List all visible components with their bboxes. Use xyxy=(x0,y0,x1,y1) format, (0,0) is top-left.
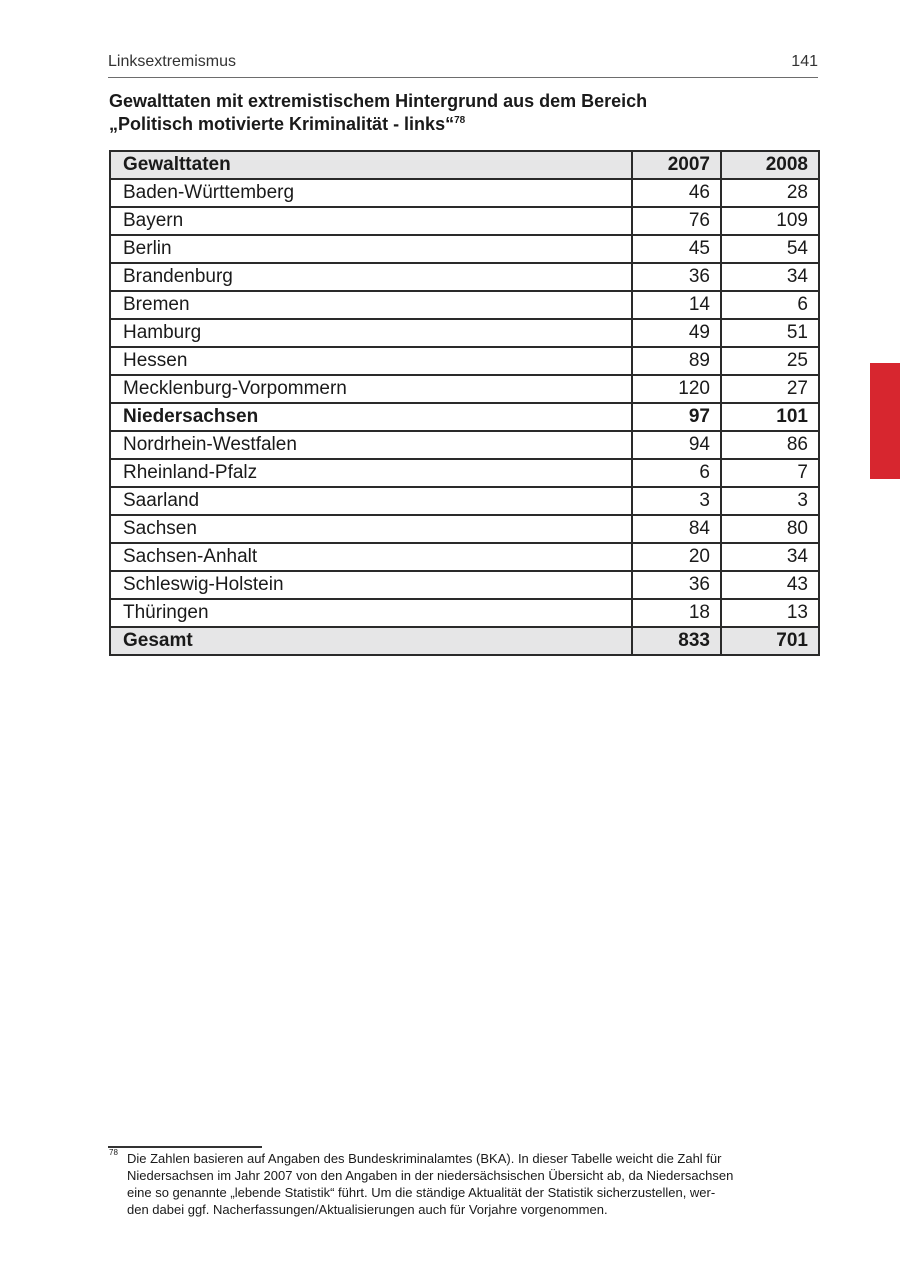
table-row xyxy=(110,347,819,375)
chapter-tab-marker xyxy=(870,363,900,479)
row-label: Rheinland-Pfalz xyxy=(110,459,632,487)
value-2008: 109 xyxy=(721,207,819,235)
table-row xyxy=(110,487,819,515)
table-row xyxy=(110,599,819,627)
value-2008: 3 xyxy=(721,487,819,515)
table-title-line-2-text: „Politisch motivierte Kriminalität - links“ xyxy=(109,114,455,134)
table-row xyxy=(110,291,819,319)
table-row xyxy=(110,263,819,291)
value-2007: 89 xyxy=(632,347,721,375)
table-row xyxy=(110,543,819,571)
page-number: 141 xyxy=(791,53,818,70)
table-row xyxy=(110,235,819,263)
table-row xyxy=(110,431,819,459)
value-2008: 28 xyxy=(721,179,819,207)
table-body xyxy=(110,179,819,655)
value-2008: 80 xyxy=(721,515,819,543)
table-total-row xyxy=(110,627,819,655)
violent-crimes-table xyxy=(109,150,820,656)
table-row xyxy=(110,403,819,431)
value-2007: 36 xyxy=(632,571,721,599)
value-2008: 43 xyxy=(721,571,819,599)
footnote-line: Niedersachsen im Jahr 2007 von den Angaben in der niedersächsischen Übersicht ab, da Niedersachsen xyxy=(127,1168,734,1183)
value-2007: 18 xyxy=(632,599,721,627)
value-2007: 3 xyxy=(632,487,721,515)
row-label: Sachsen-Anhalt xyxy=(110,543,632,571)
footnote-line: eine so genannte „lebende Statistik“ führt. Um die ständige Aktualität der Statistik sicherzustellen, wer- xyxy=(127,1185,716,1200)
row-label: Mecklenburg-Vorpommern xyxy=(110,375,632,403)
column-header-2007: 2007 xyxy=(632,151,721,179)
row-label: Hessen xyxy=(110,347,632,375)
value-2008: 54 xyxy=(721,235,819,263)
value-2008: 27 xyxy=(721,375,819,403)
column-header-2008: 2008 xyxy=(721,151,819,179)
footnote-reference: 78 xyxy=(454,115,466,126)
footnote-rule xyxy=(108,1146,262,1148)
table-row xyxy=(110,375,819,403)
value-2007: 833 xyxy=(632,627,721,655)
footnote xyxy=(108,1150,808,1218)
row-label: Sachsen xyxy=(110,515,632,543)
row-label: Hamburg xyxy=(110,319,632,347)
value-2007: 45 xyxy=(632,235,721,263)
value-2007: 6 xyxy=(632,459,721,487)
table-row xyxy=(110,459,819,487)
row-label: Baden-Württemberg xyxy=(110,179,632,207)
value-2007: 36 xyxy=(632,263,721,291)
table-row xyxy=(110,319,819,347)
value-2008: 701 xyxy=(721,627,819,655)
value-2007: 14 xyxy=(632,291,721,319)
column-header-category: Gewalttaten xyxy=(110,151,632,179)
row-label: Berlin xyxy=(110,235,632,263)
row-label: Brandenburg xyxy=(110,263,632,291)
table-title-line-1: Gewalttaten mit extremistischem Hintergrund aus dem Bereich xyxy=(109,91,648,111)
value-2007: 49 xyxy=(632,319,721,347)
table-row xyxy=(110,207,819,235)
value-2008: 51 xyxy=(721,319,819,347)
table-row xyxy=(110,515,819,543)
row-label: Schleswig-Holstein xyxy=(110,571,632,599)
row-label: Bremen xyxy=(110,291,632,319)
row-label: Bayern xyxy=(110,207,632,235)
row-label: Nordrhein-Westfalen xyxy=(110,431,632,459)
table-header-row xyxy=(110,151,819,179)
section-title: Linksextremismus xyxy=(108,53,237,70)
footnote-line: den dabei ggf. Nacherfassungen/Aktualisierungen auch für Vorjahre vorgenommen. xyxy=(127,1202,608,1217)
value-2007: 20 xyxy=(632,543,721,571)
value-2007: 84 xyxy=(632,515,721,543)
table-title-line-2 xyxy=(109,113,809,136)
value-2008: 25 xyxy=(721,347,819,375)
row-label: Gesamt xyxy=(110,627,632,655)
row-label: Niedersachsen xyxy=(110,403,632,431)
header-rule xyxy=(108,77,818,78)
value-2008: 101 xyxy=(721,403,819,431)
value-2008: 34 xyxy=(721,263,819,291)
running-header xyxy=(108,53,818,75)
value-2008: 34 xyxy=(721,543,819,571)
value-2008: 86 xyxy=(721,431,819,459)
value-2007: 76 xyxy=(632,207,721,235)
row-label: Saarland xyxy=(110,487,632,515)
value-2007: 46 xyxy=(632,179,721,207)
value-2008: 7 xyxy=(721,459,819,487)
value-2007: 94 xyxy=(632,431,721,459)
row-label: Thüringen xyxy=(110,599,632,627)
table-row xyxy=(110,179,819,207)
footnote-line: Die Zahlen basieren auf Angaben des Bundeskriminalamtes (BKA). In dieser Tabelle weicht die Zahl für xyxy=(127,1151,722,1166)
footnote-marker: 78 xyxy=(109,1148,118,1157)
value-2007: 120 xyxy=(632,375,721,403)
table-row xyxy=(110,571,819,599)
table-title xyxy=(109,90,809,136)
value-2008: 6 xyxy=(721,291,819,319)
value-2008: 13 xyxy=(721,599,819,627)
value-2007: 97 xyxy=(632,403,721,431)
footnote-text xyxy=(127,1150,808,1218)
